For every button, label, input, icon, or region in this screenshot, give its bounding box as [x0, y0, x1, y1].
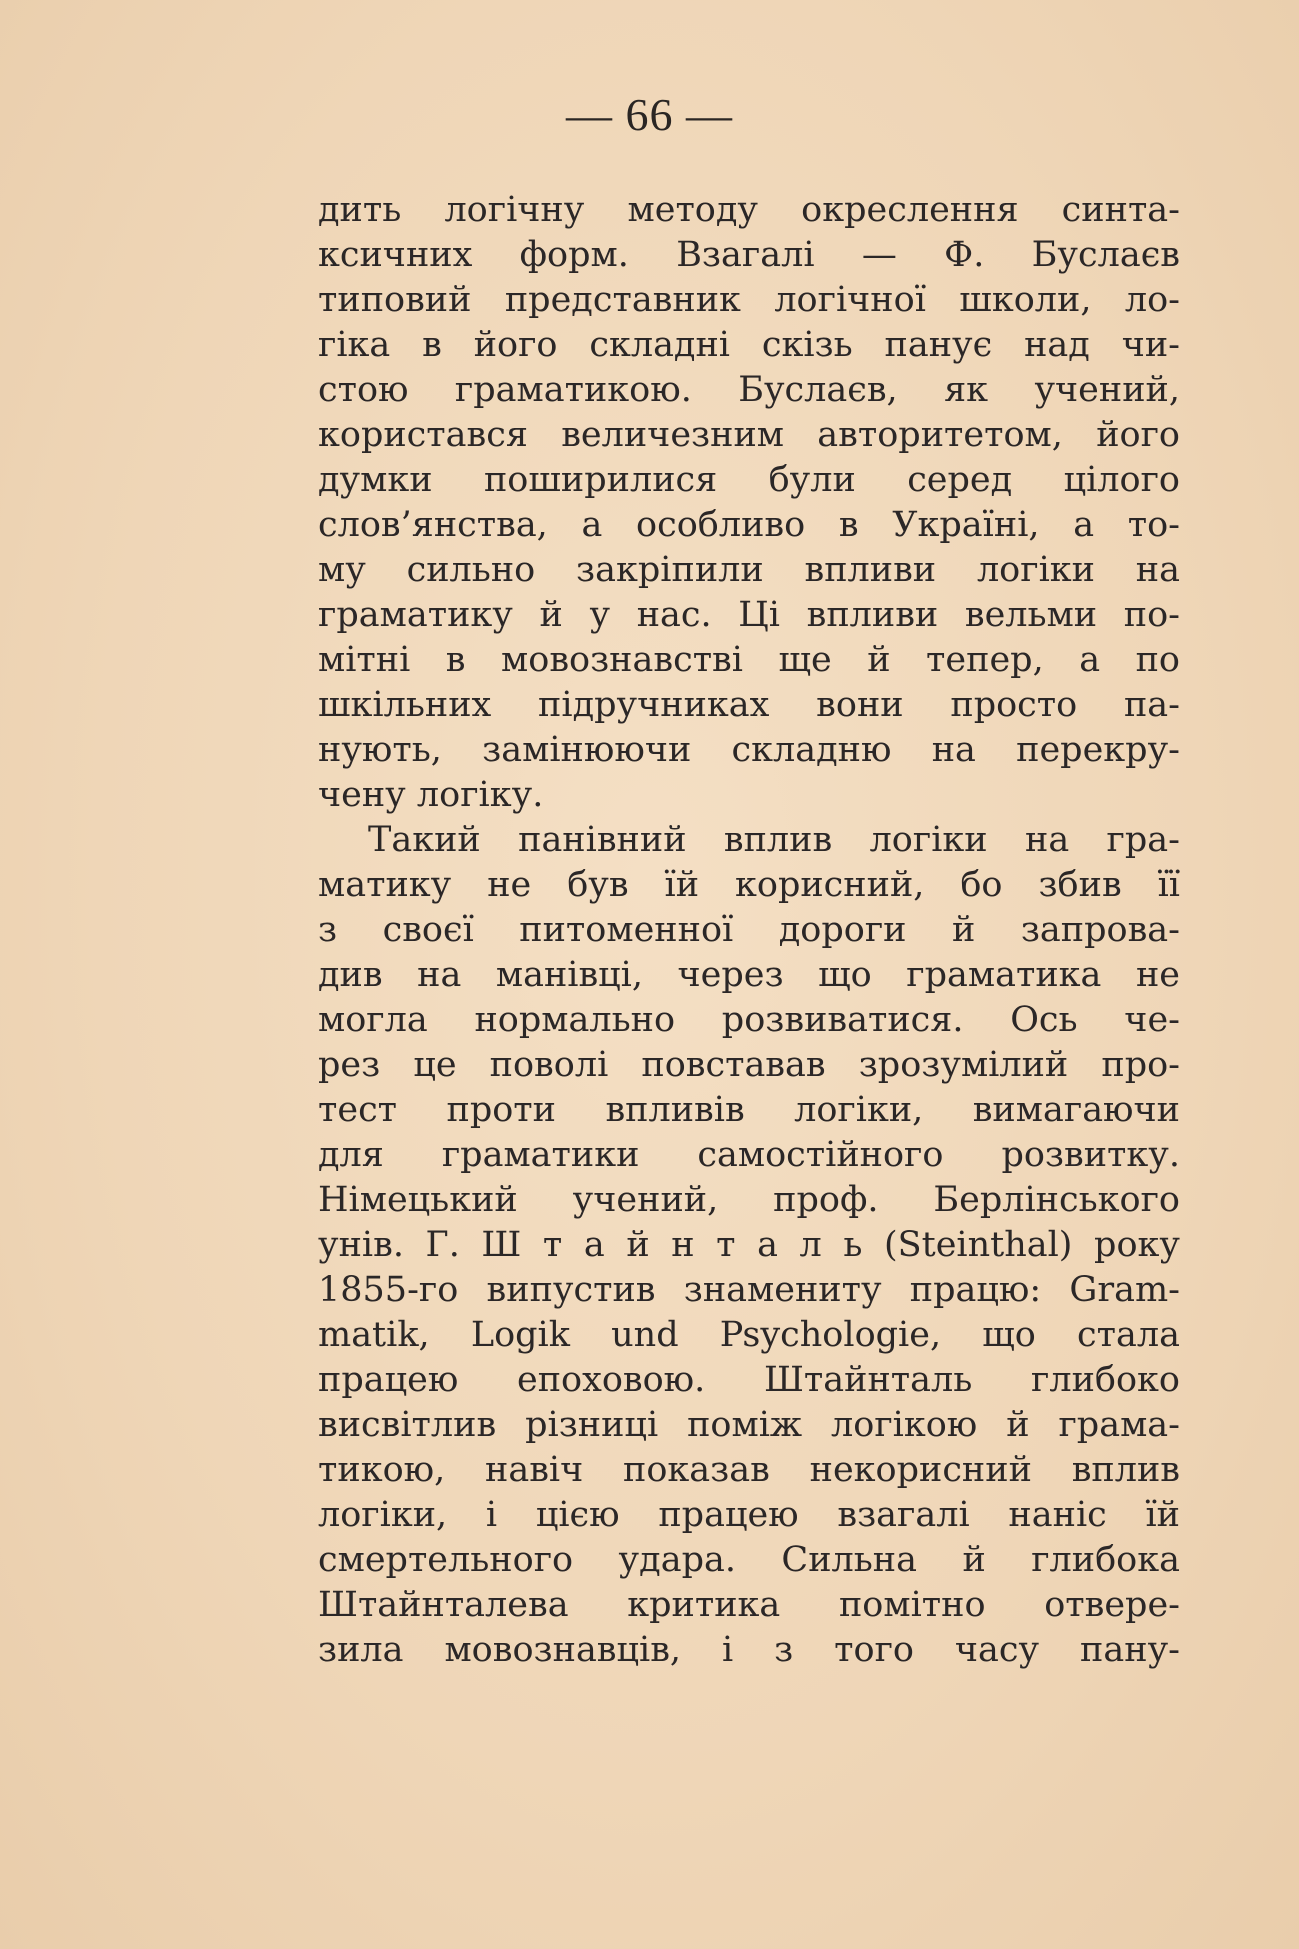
- text-line: Німецький учений, проф. Берлінського: [318, 1180, 1180, 1220]
- text-line: ксичних форм. Взагалі — Ф. Буслаєв: [318, 235, 1180, 275]
- text-line: для граматики самостійного розвитку.: [318, 1135, 1180, 1175]
- text-line: з своєї питоменної дороги й запрова-: [318, 910, 1180, 950]
- text-line: слов’янства, а особливо в Україні, а то-: [318, 505, 1180, 545]
- text-line: користався величезним авторитетом, його: [318, 415, 1180, 455]
- text-line: мітні в мовознавстві ще й тепер, а по: [318, 640, 1180, 680]
- text-line: стою граматикою. Буслаєв, як учений,: [318, 370, 1180, 410]
- text-line: матику не був їй корисний, бо збив її: [318, 865, 1180, 905]
- body-text: [318, 188, 1180, 1673]
- text-line: дить логічну методу окреслення синта-: [318, 190, 1180, 230]
- text-line: гіка в його складні скізь панує над чи-: [318, 325, 1180, 365]
- text-line: див на манівці, через що граматика не: [318, 955, 1180, 995]
- text-line: зила мовознавців, і з того часу пану-: [318, 1630, 1180, 1670]
- paragraph-start-line: Такий панівний вплив логіки на гра-: [368, 820, 1180, 860]
- text-line: граматику й у нас. Ці впливи вельми по-: [318, 595, 1180, 635]
- text-line: нують, замінюючи складню на перекру-: [318, 730, 1180, 770]
- text-line: унів. Г. Ш т а й н т а л ь (Steinthal) року: [318, 1225, 1180, 1265]
- text-line: могла нормально розвиватися. Ось че-: [318, 1000, 1180, 1040]
- text-line: рез це поволі повставав зрозумілий про-: [318, 1045, 1180, 1085]
- text-line: логіки, і цією працею взагалі наніс їй: [318, 1495, 1180, 1535]
- text-line: тикою, навіч показав некорисний вплив: [318, 1450, 1180, 1490]
- text-line: 1855-го випустив знамениту працю: Gram-: [318, 1270, 1180, 1310]
- text-line: Штайнталева критика помітно отвере-: [318, 1585, 1180, 1625]
- text-line: matik, Logik und Psychologie, що стала: [318, 1315, 1180, 1355]
- text-line: шкільних підручниках вони просто па-: [318, 685, 1180, 725]
- text-line: висвітлив різниці поміж логікою й грама-: [318, 1405, 1180, 1445]
- text-line: смертельного удара. Сильна й глибока: [318, 1540, 1180, 1580]
- text-line: думки поширилися були серед цілого: [318, 460, 1180, 500]
- page-number: — 66 —: [566, 89, 733, 140]
- text-line: чену логіку.: [318, 775, 544, 815]
- text-line: тест проти впливів логіки, вимагаючи: [318, 1090, 1180, 1130]
- text-line: му сильно закріпили впливи логіки на: [318, 550, 1180, 590]
- text-line: працею епоховою. Штайнталь глибоко: [318, 1360, 1180, 1400]
- text-line: типовий представник логічної школи, ло-: [318, 280, 1180, 320]
